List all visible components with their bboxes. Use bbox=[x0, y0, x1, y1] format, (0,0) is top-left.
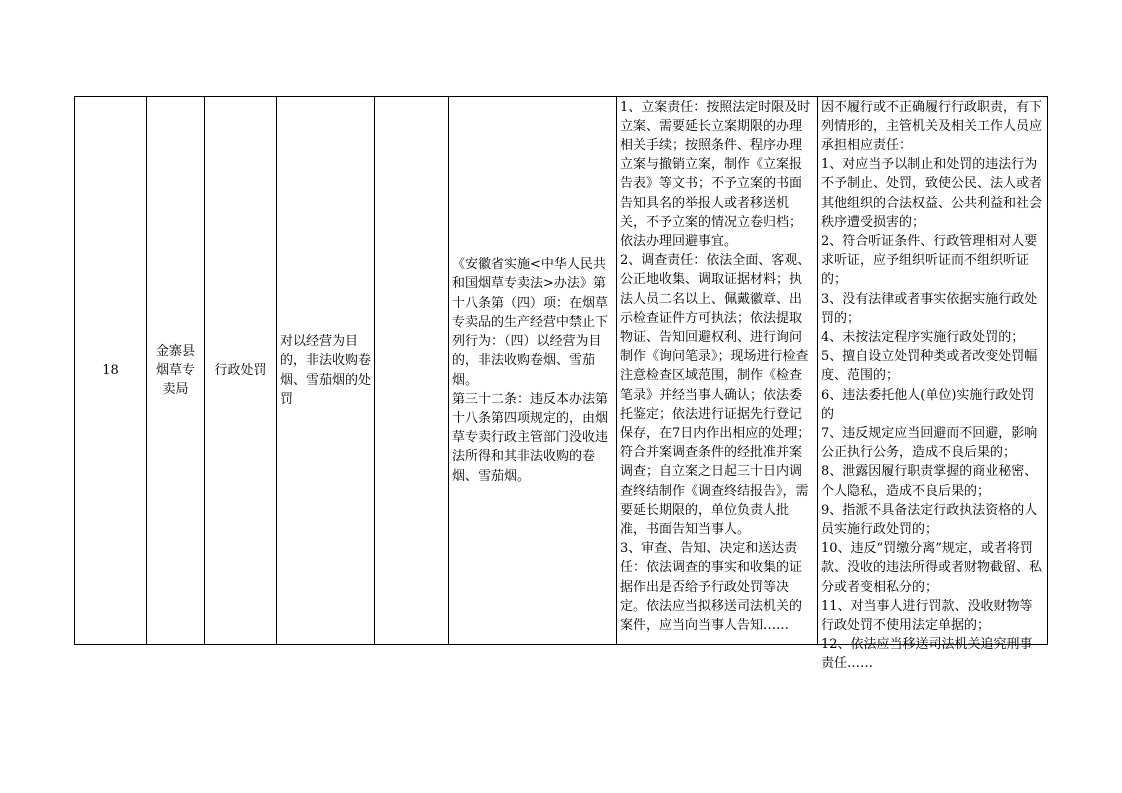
category-cell: 行政处罚 bbox=[205, 97, 277, 645]
item-cell: 对以经营为目的，非法收购卷烟、雪茄烟的处罚 bbox=[277, 97, 375, 645]
responsibility-paragraph: 1、立案责任：按照法定时限及时立案、需要延长立案期限的办理相关手续；按照条件、程序办理立案与撤销立案，制作《立案报告表》等文书；不予立案的书面告知具名的举报人或者移送机关，不予立案的情况立卷归档； 依法办理回避事宜。 bbox=[620, 99, 811, 249]
accountability-paragraph: 7、违反规定应当回避而不回避，影响公正执行公务，造成不良后果的； bbox=[821, 425, 1038, 461]
accountability-paragraph: 3、没有法律或者事实依据实施行政处罚的； bbox=[821, 291, 1038, 326]
responsibility-paragraph: 3、审查、告知、决定和送达责任：依法调查的事实和收集的证据作出是否给予行政处罚等决定。依法应当拟移送司法机关的案件，应当向当事人告知…… bbox=[620, 541, 803, 633]
accountability-cell bbox=[818, 97, 1048, 672]
basis-paragraph: 《安徽省实施<中华人民共和国烟草专卖法>办法》第十八条第（四）项：在烟草专卖品的生产经营中禁止下列行为：（四）以经营为目的，非法收购卷烟、雪茄烟。 bbox=[452, 257, 609, 388]
subitem-cell bbox=[375, 97, 449, 645]
accountability-paragraph: 10、违反“罚缴分离”规定，或者将罚款、没收的违法所得或者财物截留、私分或者变相私分的； bbox=[821, 541, 1043, 595]
accountability-paragraph: 因不履行或不正确履行行政职责，有下列情形的，主管机关及相关工作人员应承担相应责任： bbox=[821, 99, 1043, 153]
power-list-table bbox=[74, 96, 1048, 672]
accountability-paragraph: 2、符合听证条件、行政管理相对人要求听证，应予组织听证而不组织听证的； bbox=[821, 233, 1038, 288]
accountability-paragraph: 6、违法委托他人(单位)实施行政处罚的 bbox=[821, 387, 1035, 422]
responsibility-paragraph: 2、调查责任：依法全面、客观、公正地收集、调取证据材料；执法人员二名以上、佩戴徽章、出示检查证件方可执法；依法提取物证、告知回避权利、进行询问制作《询问笔录》；现场进行检查注意检查区域范围，制作《检查笔录》并经当事人确认；依法委托鉴定；依法进行证据先行登记保存，在7日内作出相应的处理；符合并案调查条件的经批准并案调查；自立案之日起三十日内调查终结制作《调查终结报告》，需要延长期限的，单位负责人批准，书面告知当事人。 bbox=[620, 253, 811, 537]
accountability-paragraph: 11、对当事人进行罚款、没收财物等行政处罚不使用法定单据的； bbox=[821, 598, 1033, 633]
department-cell: 金寨县烟草专卖局 bbox=[147, 97, 205, 645]
row-number: 18 bbox=[75, 97, 147, 645]
basis-cell bbox=[449, 97, 617, 645]
accountability-paragraph: 5、擅自设立处罚种类或者改变处罚幅度、范围的； bbox=[821, 349, 1038, 384]
accountability-paragraph: 1、对应当予以制止和处罚的违法行为不予制止、处罚，致使公民、法人或者其他组织的合法权益、公共利益和社会秩序遭受损害的； bbox=[821, 157, 1043, 230]
responsibility-cell bbox=[617, 97, 818, 645]
accountability-paragraph: 4、未按法定程序实施行政处罚的； bbox=[821, 329, 1025, 345]
basis-paragraph: 第三十二条：违反本办法第十八条第四项规定的，由烟草专卖行政主管部门没收违法所得和其非法收购的卷烟、雪茄烟。 bbox=[452, 391, 609, 484]
accountability-paragraph: 9、指派不具备法定行政执法资格的人员实施行政处罚的； bbox=[821, 502, 1038, 537]
accountability-paragraph: 8、泄露因履行职责掌握的商业秘密、个人隐私，造成不良后果的； bbox=[821, 464, 1038, 499]
accountability-paragraph: 12、依法应当移送司法机关追究刑事责任…… bbox=[821, 637, 1033, 672]
table-row bbox=[75, 97, 1048, 645]
